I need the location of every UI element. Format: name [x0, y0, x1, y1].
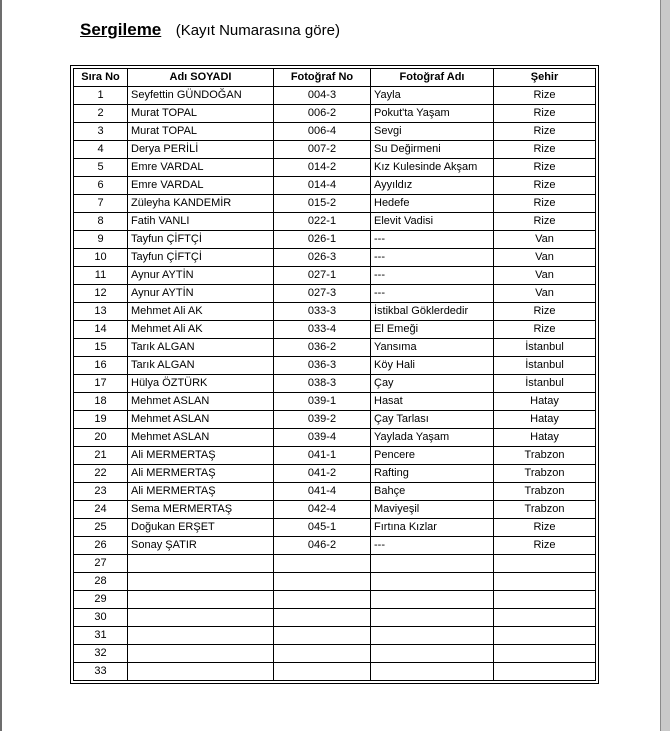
- cell-name: Tayfun ÇİFTÇİ: [128, 249, 274, 267]
- cell-name: [128, 663, 274, 681]
- cell-photo-no: 015-2: [274, 195, 371, 213]
- cell-photo-no: 036-3: [274, 357, 371, 375]
- table-row: [74, 213, 596, 231]
- cell-photo-no: [274, 555, 371, 573]
- table-row: [74, 645, 596, 663]
- cell-photo-no: 006-2: [274, 105, 371, 123]
- cell-photo-no: 039-4: [274, 429, 371, 447]
- cell-name: [128, 573, 274, 591]
- cell-photo-name: Bahçe: [371, 483, 494, 501]
- table-row: [74, 591, 596, 609]
- cell-no: 22: [74, 465, 128, 483]
- cell-photo-no: 033-4: [274, 321, 371, 339]
- cell-photo-name: [371, 573, 494, 591]
- cell-no: 18: [74, 393, 128, 411]
- cell-photo-name: [371, 591, 494, 609]
- cell-name: Emre VARDAL: [128, 177, 274, 195]
- cell-photo-name: Köy Hali: [371, 357, 494, 375]
- registry-table: [73, 68, 596, 681]
- table-row: [74, 519, 596, 537]
- cell-no: 6: [74, 177, 128, 195]
- cell-city: Rize: [494, 321, 596, 339]
- cell-photo-no: [274, 609, 371, 627]
- cell-city: Trabzon: [494, 447, 596, 465]
- table-row: [74, 573, 596, 591]
- header-name: Adı SOYADI: [128, 69, 274, 87]
- cell-no: 11: [74, 267, 128, 285]
- cell-photo-no: 045-1: [274, 519, 371, 537]
- document-heading: [80, 20, 340, 40]
- cell-no: 28: [74, 573, 128, 591]
- cell-city: İstanbul: [494, 339, 596, 357]
- cell-photo-name: Elevit Vadisi: [371, 213, 494, 231]
- cell-no: 32: [74, 645, 128, 663]
- cell-city: Van: [494, 285, 596, 303]
- cell-photo-name: Hedefe: [371, 195, 494, 213]
- table-row: [74, 87, 596, 105]
- cell-photo-name: Pencere: [371, 447, 494, 465]
- table-row: [74, 159, 596, 177]
- cell-photo-no: 026-3: [274, 249, 371, 267]
- cell-city: Rize: [494, 213, 596, 231]
- cell-photo-no: [274, 645, 371, 663]
- cell-city: Rize: [494, 195, 596, 213]
- table-row: [74, 177, 596, 195]
- cell-city: Rize: [494, 123, 596, 141]
- document-title: Sergileme: [80, 20, 162, 39]
- cell-no: 23: [74, 483, 128, 501]
- cell-photo-no: 039-2: [274, 411, 371, 429]
- cell-city: [494, 591, 596, 609]
- cell-photo-no: 027-1: [274, 267, 371, 285]
- cell-photo-no: 022-1: [274, 213, 371, 231]
- cell-photo-no: 041-4: [274, 483, 371, 501]
- cell-name: Murat TOPAL: [128, 105, 274, 123]
- cell-photo-name: Yayla: [371, 87, 494, 105]
- cell-photo-no: 004-3: [274, 87, 371, 105]
- cell-photo-name: ---: [371, 249, 494, 267]
- header-photo-name: Fotoğraf Adı: [371, 69, 494, 87]
- cell-no: 16: [74, 357, 128, 375]
- cell-photo-name: [371, 663, 494, 681]
- table-row: [74, 447, 596, 465]
- cell-name: Tayfun ÇİFTÇİ: [128, 231, 274, 249]
- cell-photo-name: [371, 645, 494, 663]
- table-row: [74, 537, 596, 555]
- cell-photo-no: [274, 591, 371, 609]
- cell-photo-name: [371, 627, 494, 645]
- cell-city: [494, 555, 596, 573]
- cell-photo-name: ---: [371, 231, 494, 249]
- cell-photo-name: Pokut'ta Yaşam: [371, 105, 494, 123]
- cell-city: Trabzon: [494, 465, 596, 483]
- cell-city: Rize: [494, 141, 596, 159]
- table-row: [74, 357, 596, 375]
- cell-no: 14: [74, 321, 128, 339]
- cell-name: Sonay ŞATIR: [128, 537, 274, 555]
- header-photo-no: Fotoğraf No: [274, 69, 371, 87]
- cell-photo-name: Su Değirmeni: [371, 141, 494, 159]
- table-row: [74, 231, 596, 249]
- cell-no: 8: [74, 213, 128, 231]
- cell-name: Ali MERMERTAŞ: [128, 447, 274, 465]
- cell-no: 26: [74, 537, 128, 555]
- cell-name: Emre VARDAL: [128, 159, 274, 177]
- cell-no: 25: [74, 519, 128, 537]
- cell-no: 12: [74, 285, 128, 303]
- cell-name: [128, 591, 274, 609]
- cell-city: Rize: [494, 159, 596, 177]
- table-header-row: [74, 69, 596, 87]
- cell-no: 1: [74, 87, 128, 105]
- table-row: [74, 321, 596, 339]
- table-row: [74, 195, 596, 213]
- cell-photo-no: 041-2: [274, 465, 371, 483]
- cell-no: 31: [74, 627, 128, 645]
- table-row: [74, 249, 596, 267]
- table-row: [74, 609, 596, 627]
- cell-photo-no: 046-2: [274, 537, 371, 555]
- cell-photo-name: Çay: [371, 375, 494, 393]
- cell-city: Trabzon: [494, 483, 596, 501]
- table-row: [74, 429, 596, 447]
- cell-name: Tarık ALGAN: [128, 339, 274, 357]
- cell-city: Rize: [494, 519, 596, 537]
- cell-name: Aynur AYTİN: [128, 267, 274, 285]
- cell-no: 9: [74, 231, 128, 249]
- table-row: [74, 267, 596, 285]
- table-row: [74, 555, 596, 573]
- cell-photo-name: Sevgi: [371, 123, 494, 141]
- cell-photo-no: 041-1: [274, 447, 371, 465]
- cell-photo-name: İstikbal Göklerdedir: [371, 303, 494, 321]
- table-row: [74, 141, 596, 159]
- cell-photo-name: Yaylada Yaşam: [371, 429, 494, 447]
- cell-city: [494, 663, 596, 681]
- cell-city: [494, 627, 596, 645]
- cell-city: Van: [494, 267, 596, 285]
- cell-no: 20: [74, 429, 128, 447]
- cell-city: İstanbul: [494, 357, 596, 375]
- table-row: [74, 123, 596, 141]
- cell-name: [128, 627, 274, 645]
- cell-name: Sema MERMERTAŞ: [128, 501, 274, 519]
- cell-name: Derya PERİLİ: [128, 141, 274, 159]
- cell-photo-name: Maviyeşil: [371, 501, 494, 519]
- cell-city: Rize: [494, 87, 596, 105]
- cell-photo-no: 006-4: [274, 123, 371, 141]
- cell-photo-name: Rafting: [371, 465, 494, 483]
- cell-no: 21: [74, 447, 128, 465]
- cell-name: Mehmet ASLAN: [128, 429, 274, 447]
- cell-no: 10: [74, 249, 128, 267]
- page-edge-right: [660, 0, 670, 731]
- cell-name: Murat TOPAL: [128, 123, 274, 141]
- cell-name: Mehmet Ali AK: [128, 321, 274, 339]
- cell-no: 30: [74, 609, 128, 627]
- cell-name: [128, 645, 274, 663]
- cell-no: 5: [74, 159, 128, 177]
- cell-no: 2: [74, 105, 128, 123]
- cell-name: Seyfettin GÜNDOĞAN: [128, 87, 274, 105]
- cell-name: Aynur AYTİN: [128, 285, 274, 303]
- cell-photo-name: Fırtına Kızlar: [371, 519, 494, 537]
- table-row: [74, 375, 596, 393]
- table-row: [74, 393, 596, 411]
- cell-city: Trabzon: [494, 501, 596, 519]
- cell-city: Van: [494, 249, 596, 267]
- cell-city: Hatay: [494, 411, 596, 429]
- cell-no: 3: [74, 123, 128, 141]
- table-row: [74, 303, 596, 321]
- cell-no: 7: [74, 195, 128, 213]
- cell-photo-name: Çay Tarlası: [371, 411, 494, 429]
- cell-photo-no: [274, 663, 371, 681]
- cell-city: Rize: [494, 537, 596, 555]
- cell-photo-no: 036-2: [274, 339, 371, 357]
- cell-city: Van: [494, 231, 596, 249]
- table-row: [74, 339, 596, 357]
- cell-city: Hatay: [494, 393, 596, 411]
- cell-photo-no: 042-4: [274, 501, 371, 519]
- cell-no: 4: [74, 141, 128, 159]
- cell-city: [494, 573, 596, 591]
- cell-photo-name: Yansıma: [371, 339, 494, 357]
- header-no: Sıra No: [74, 69, 128, 87]
- table-row: [74, 411, 596, 429]
- table-row: [74, 105, 596, 123]
- cell-photo-no: 033-3: [274, 303, 371, 321]
- table-row: [74, 483, 596, 501]
- cell-name: Hülya ÖZTÜRK: [128, 375, 274, 393]
- cell-no: 29: [74, 591, 128, 609]
- cell-name: Ali MERMERTAŞ: [128, 465, 274, 483]
- header-city: Şehir: [494, 69, 596, 87]
- cell-photo-no: 007-2: [274, 141, 371, 159]
- cell-photo-no: 039-1: [274, 393, 371, 411]
- cell-photo-no: [274, 573, 371, 591]
- cell-city: İstanbul: [494, 375, 596, 393]
- cell-photo-no: 027-3: [274, 285, 371, 303]
- cell-city: Hatay: [494, 429, 596, 447]
- cell-name: Züleyha KANDEMİR: [128, 195, 274, 213]
- cell-name: Tarık ALGAN: [128, 357, 274, 375]
- table-body: [74, 87, 596, 681]
- cell-photo-name: Kız Kulesinde Akşam: [371, 159, 494, 177]
- registry-table-frame: [70, 65, 599, 684]
- cell-photo-name: [371, 555, 494, 573]
- cell-photo-no: 014-2: [274, 159, 371, 177]
- cell-no: 33: [74, 663, 128, 681]
- cell-city: [494, 609, 596, 627]
- cell-city: [494, 645, 596, 663]
- cell-photo-name: El Emeği: [371, 321, 494, 339]
- cell-photo-name: ---: [371, 537, 494, 555]
- cell-photo-name: ---: [371, 285, 494, 303]
- cell-photo-no: 026-1: [274, 231, 371, 249]
- cell-no: 19: [74, 411, 128, 429]
- cell-name: Mehmet Ali AK: [128, 303, 274, 321]
- page-edge-left: [0, 0, 2, 731]
- cell-photo-name: [371, 609, 494, 627]
- table-row: [74, 285, 596, 303]
- cell-name: Doğukan ERŞET: [128, 519, 274, 537]
- cell-name: [128, 609, 274, 627]
- cell-name: Ali MERMERTAŞ: [128, 483, 274, 501]
- cell-photo-name: Hasat: [371, 393, 494, 411]
- cell-no: 24: [74, 501, 128, 519]
- table-row: [74, 663, 596, 681]
- cell-no: 17: [74, 375, 128, 393]
- cell-name: Mehmet ASLAN: [128, 393, 274, 411]
- cell-no: 15: [74, 339, 128, 357]
- document-subtitle: (Kayıt Numarasına göre): [175, 22, 340, 39]
- table-row: [74, 501, 596, 519]
- cell-city: Rize: [494, 303, 596, 321]
- cell-photo-no: 014-4: [274, 177, 371, 195]
- cell-city: Rize: [494, 177, 596, 195]
- cell-name: Fatih VANLI: [128, 213, 274, 231]
- cell-photo-no: [274, 627, 371, 645]
- cell-name: [128, 555, 274, 573]
- table-row: [74, 627, 596, 645]
- cell-no: 27: [74, 555, 128, 573]
- cell-photo-name: ---: [371, 267, 494, 285]
- cell-city: Rize: [494, 105, 596, 123]
- cell-photo-name: Ayyıldız: [371, 177, 494, 195]
- cell-no: 13: [74, 303, 128, 321]
- cell-photo-no: 038-3: [274, 375, 371, 393]
- cell-name: Mehmet ASLAN: [128, 411, 274, 429]
- table-row: [74, 465, 596, 483]
